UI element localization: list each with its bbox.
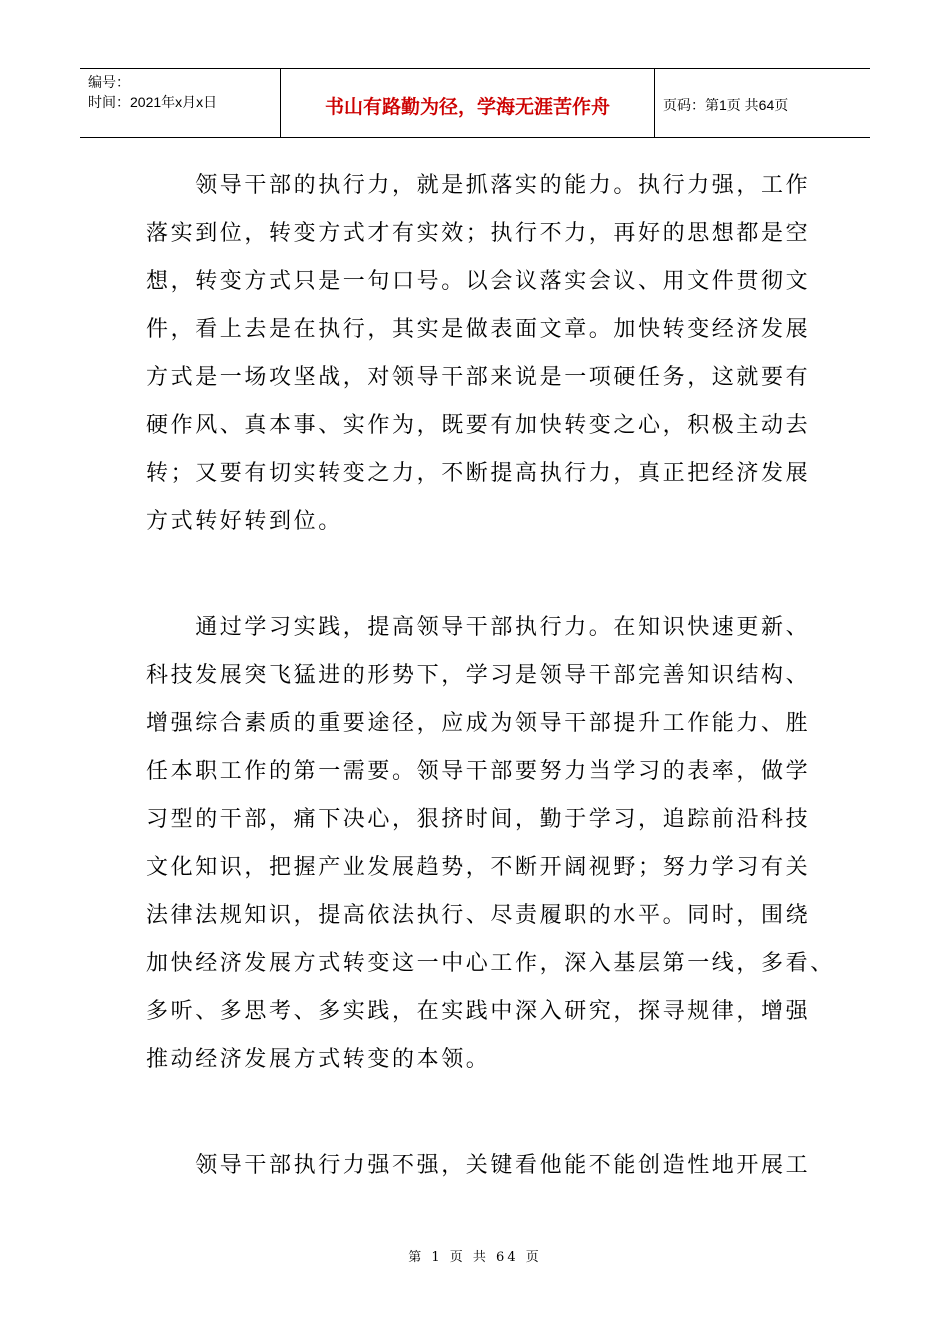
text-line: 科技发展突飞猛进的形势下，学习是领导干部完善知识结构、 <box>146 663 811 688</box>
page-header <box>80 68 870 138</box>
text-line: 法律法规知识，提高依法执行、尽责履职的水平。同时，围绕 <box>146 903 811 928</box>
header-page-info: 页码：第1页 共64页 <box>663 97 789 113</box>
document-date-label: 时间：2021年x月x日 <box>88 94 218 110</box>
text-line: 件，看上去是在执行，其实是做表面文章。加快转变经济发展 <box>146 317 811 342</box>
text-line: 领导干部执行力强不强，关键看他能不能创造性地开展工 <box>146 1153 811 1178</box>
paragraph-spacer <box>146 1084 821 1142</box>
paragraph-1 <box>146 162 821 546</box>
text-line: 增强综合素质的重要途径，应成为领导干部提升工作能力、胜 <box>146 711 811 736</box>
page-footer: 第 1 页 共 64 页 <box>408 1250 542 1265</box>
paragraph-3 <box>146 1142 821 1190</box>
text-line: 文化知识，把握产业发展趋势，不断开阔视野；努力学习有关 <box>146 855 811 880</box>
paragraph-2 <box>146 604 835 1084</box>
text-line: 领导干部的执行力，就是抓落实的能力。执行力强，工作 <box>146 173 811 198</box>
text-line: 方式转好转到位。 <box>146 509 343 534</box>
text-line: 落实到位，转变方式才有实效；执行不力，再好的思想都是空 <box>146 221 811 246</box>
header-motto: 书山有路勤为径，学海无涯苦作舟 <box>280 69 655 137</box>
document-number-label: 编号： <box>88 74 130 90</box>
document-body <box>146 162 835 1190</box>
text-line: 方式是一场攻坚战，对领导干部来说是一项硬任务，这就要有 <box>146 365 811 390</box>
text-line: 转；又要有切实转变之力，不断提高执行力，真正把经济发展 <box>146 461 811 486</box>
header-meta <box>80 69 280 137</box>
text-line: 多听、多思考、多实践，在实践中深入研究，探寻规律，增强 <box>146 999 811 1024</box>
text-line: 习型的干部，痛下决心，狠挤时间，勤于学习，追踪前沿科技 <box>146 807 811 832</box>
text-line: 通过学习实践，提高领导干部执行力。在知识快速更新、 <box>146 615 811 640</box>
text-line: 硬作风、真本事、实作为，既要有加快转变之心，积极主动去 <box>146 413 811 438</box>
paragraph-spacer <box>146 546 821 604</box>
text-line: 加快经济发展方式转变这一中心工作，深入基层第一线，多看、 <box>146 951 835 976</box>
text-line: 推动经济发展方式转变的本领。 <box>146 1047 491 1072</box>
text-line: 想，转变方式只是一句口号。以会议落实会议、用文件贯彻文 <box>146 269 811 294</box>
text-line: 任本职工作的第一需要。领导干部要努力当学习的表率，做学 <box>146 759 811 784</box>
